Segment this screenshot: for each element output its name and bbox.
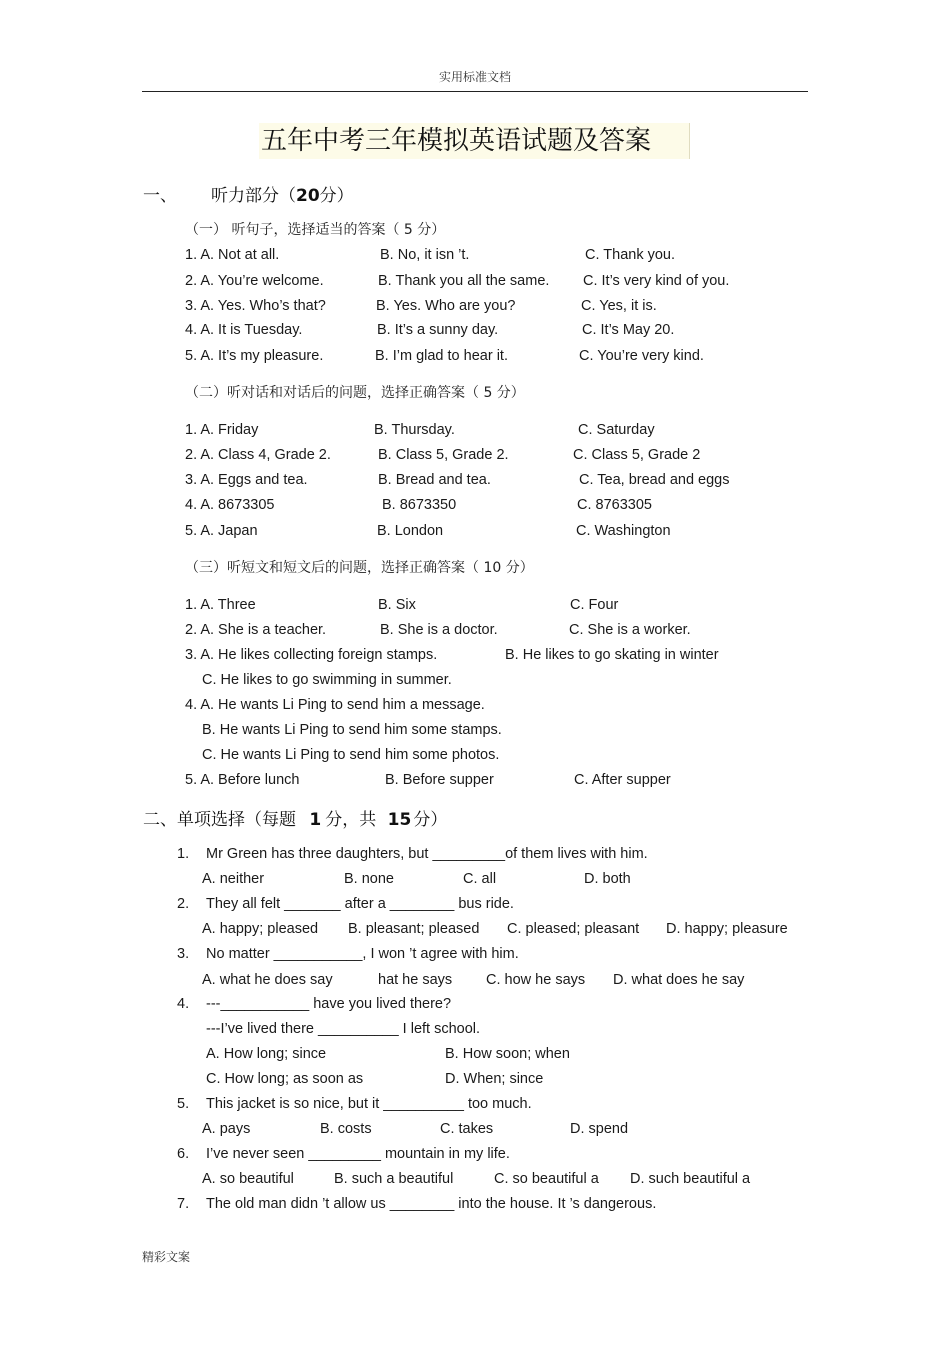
p2-r4-a: 4. A. 8673305 xyxy=(185,497,275,513)
p1-r4-a: 4. A. It is Tuesday. xyxy=(185,322,303,338)
p3-r5-a: 4. A. He wants Li Ping to send him a message. xyxy=(185,697,485,713)
p3-r1-c: C. Four xyxy=(570,597,619,613)
p1-r5-a: 5. A. It’s my pleasure. xyxy=(185,348,324,364)
p1-r3-a: 3. A. Yes. Who’s that? xyxy=(185,298,326,314)
q3-option-b: hat he says xyxy=(378,972,453,988)
p2-r1-b: B. Thursday. xyxy=(374,422,455,438)
section1-score: 20 xyxy=(296,186,320,206)
section1-unit: 分） xyxy=(319,186,354,206)
q3-number: 3. xyxy=(177,946,190,962)
p3-r8-a: 5. A. Before lunch xyxy=(185,772,300,788)
page-footer: 精彩文案 xyxy=(142,1250,191,1264)
p3-r1-b: B. Six xyxy=(378,597,416,613)
p3-r8-c: C. After supper xyxy=(574,772,671,788)
section1-text: 听力部分（ xyxy=(211,186,296,206)
p1-r5-c: C. You’re very kind. xyxy=(579,348,704,364)
p3-r2-b: B. She is a doctor. xyxy=(380,622,498,638)
q4-option-c: C. How long; as soon as xyxy=(206,1071,364,1087)
q7-number: 7. xyxy=(177,1196,190,1212)
p3-r4-a: C. He likes to go swimming in summer. xyxy=(202,672,452,688)
q4-option-b: B. How soon; when xyxy=(445,1046,570,1062)
q6-option-c: C. so beautiful a xyxy=(494,1171,599,1187)
part1-heading: （一） 听句子，选择适当的答案（ 5 分） xyxy=(185,222,446,238)
q7-stem: The old man didn ’t allow us ________ into the house. It ’s dangerous. xyxy=(206,1196,657,1212)
p2-r5-b: B. London xyxy=(377,523,444,539)
q2-option-b: B. pleasant; pleased xyxy=(348,921,480,937)
section1-heading xyxy=(211,181,354,206)
q5-option-b: B. costs xyxy=(320,1121,372,1137)
q2-number: 2. xyxy=(177,896,190,912)
p3-r6-a: B. He wants Li Ping to send him some stamps. xyxy=(202,722,502,738)
q1-stem: Mr Green has three daughters, but _________of them lives with him. xyxy=(206,846,648,862)
p2-r1-c: C. Saturday xyxy=(578,422,655,438)
p3-r3-a: 3. A. He likes collecting foreign stamps. xyxy=(185,647,438,663)
q5-option-c: C. takes xyxy=(440,1121,494,1137)
p1-r4-c: C. It’s May 20. xyxy=(582,322,675,338)
p1-r5-b: B. I’m glad to hear it. xyxy=(375,348,508,364)
p2-r3-c: C. Tea, bread and eggs xyxy=(579,472,730,488)
p1-r1-a: 1. A. Not at all. xyxy=(185,247,280,263)
p3-r7-a: C. He wants Li Ping to send him some photos. xyxy=(202,747,500,763)
q5-option-d: D. spend xyxy=(570,1121,629,1137)
p2-r3-b: B. Bread and tea. xyxy=(378,472,491,488)
p3-r2-a: 2. A. She is a teacher. xyxy=(185,622,327,638)
p1-r3-c: C. Yes, it is. xyxy=(581,298,657,314)
header-divider xyxy=(142,91,808,92)
q3-stem: No matter ___________, I won ’t agree with him. xyxy=(206,946,519,962)
p2-r4-c: C. 8763305 xyxy=(577,497,652,513)
section2-label: 二、单项选择（每题 xyxy=(143,810,296,830)
q6-option-b: B. such a beautiful xyxy=(334,1171,454,1187)
p1-r3-b: B. Yes. Who are you? xyxy=(376,298,516,314)
p2-r5-c: C. Washington xyxy=(576,523,671,539)
section2-heading xyxy=(143,805,447,830)
q4-number: 4. xyxy=(177,996,190,1012)
q2-option-c: C. pleased; pleasant xyxy=(507,921,640,937)
p1-r2-a: 2. A. You’re welcome. xyxy=(185,273,324,289)
q4-stem: ---___________ have you lived there? xyxy=(206,996,452,1012)
q5-number: 5. xyxy=(177,1096,190,1112)
p2-r2-a: 2. A. Class 4, Grade 2. xyxy=(185,447,331,463)
q3-option-a: A. what he does say xyxy=(202,972,333,988)
p2-r4-b: B. 8673350 xyxy=(382,497,457,513)
q2-stem: They all felt _______ after a ________ bus ride. xyxy=(206,896,514,912)
p2-r1-a: 1. A. Friday xyxy=(185,422,259,438)
section2-per-score: 1 xyxy=(309,810,322,830)
p1-r1-b: B. No, it isn ’t. xyxy=(380,247,470,263)
page-header: 实用标准文档 xyxy=(438,70,511,84)
p3-r3-b: B. He likes to go skating in winter xyxy=(505,647,719,663)
q6-stem: I’ve never seen _________ mountain in my life. xyxy=(206,1146,510,1162)
q1-option-b: B. none xyxy=(344,871,394,887)
q6-number: 6. xyxy=(177,1146,190,1162)
document-title: 五年中考三年模拟英语试题及答案 xyxy=(259,123,690,159)
q2-option-d: D. happy; pleasure xyxy=(666,921,788,937)
q1-option-c: C. all xyxy=(463,871,497,887)
q4-option-a: A. How long; since xyxy=(206,1046,327,1062)
part2-heading: （二）听对话和对话后的问题，选择正确答案（ 5 分） xyxy=(185,385,525,401)
p3-r1-a: 1. A. Three xyxy=(185,597,256,613)
p2-r3-a: 3. A. Eggs and tea. xyxy=(185,472,308,488)
section2-total: 15 xyxy=(387,810,412,830)
p1-r4-b: B. It’s a sunny day. xyxy=(377,322,499,338)
q4-reply: ---I’ve lived there __________ I left school. xyxy=(206,1021,481,1037)
q4-option-d: D. When; since xyxy=(445,1071,544,1087)
q1-option-d: D. both xyxy=(584,871,631,887)
q5-option-a: A. pays xyxy=(202,1121,251,1137)
p3-r2-c: C. She is a worker. xyxy=(569,622,691,638)
q6-option-a: A. so beautiful xyxy=(202,1171,294,1187)
section1-label: 一、 xyxy=(143,186,177,206)
q2-option-a: A. happy; pleased xyxy=(202,921,319,937)
p3-r8-b: B. Before supper xyxy=(385,772,494,788)
p2-r5-a: 5. A. Japan xyxy=(185,523,258,539)
q3-option-d: D. what does he say xyxy=(613,972,745,988)
part3-heading: （三）听短文和短文后的问题，选择正确答案（ 10 分） xyxy=(185,560,534,576)
section2-mid: 分，共 xyxy=(325,810,377,830)
p1-r1-c: C. Thank you. xyxy=(585,247,676,263)
q5-stem: This jacket is so nice, but it __________ too much. xyxy=(206,1096,532,1112)
q1-number: 1. xyxy=(177,846,190,862)
p2-r2-b: B. Class 5, Grade 2. xyxy=(378,447,509,463)
p1-r2-c: C. It’s very kind of you. xyxy=(583,273,730,289)
q1-option-a: A. neither xyxy=(202,871,265,887)
q3-option-c: C. how he says xyxy=(486,972,586,988)
section2-unit: 分） xyxy=(413,810,448,830)
q6-option-d: D. such beautiful a xyxy=(630,1171,751,1187)
p1-r2-b: B. Thank you all the same. xyxy=(378,273,550,289)
p2-r2-c: C. Class 5, Grade 2 xyxy=(573,447,701,463)
